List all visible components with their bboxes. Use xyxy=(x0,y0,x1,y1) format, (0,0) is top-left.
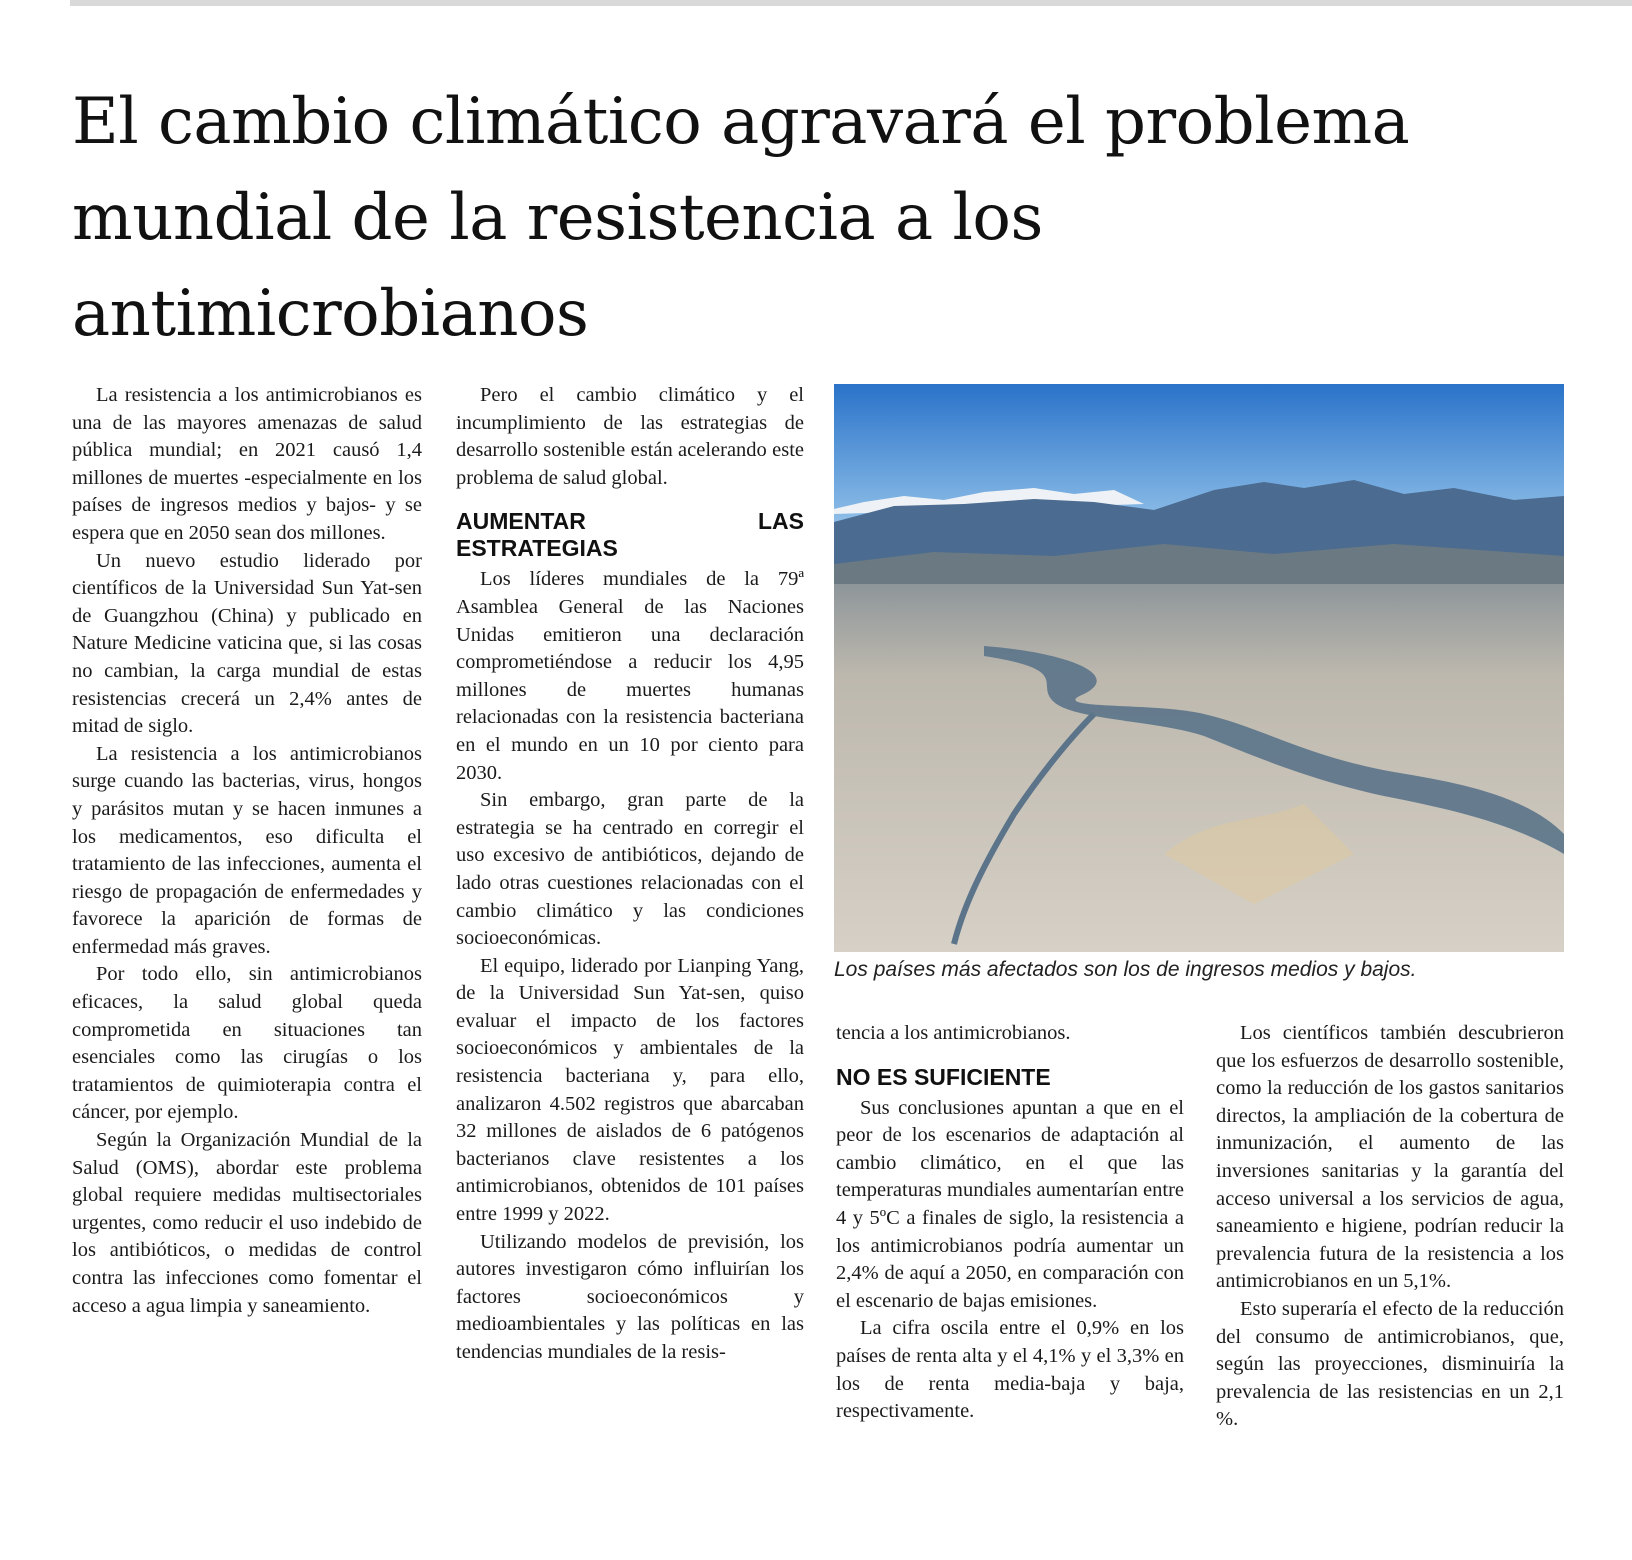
paragraph: La resistencia a los antimicrobianos surge cuando las bacterias, virus, hongos y parásitos mutan y se hacen inmunes a los medicamentos, eso dificulta el tratamiento de las infecciones, aumenta el riesgo de propagación de enfermedades y favorece la aparición de formas de enfermedad más graves. xyxy=(72,742,422,958)
paragraph: Pero el cambio climático y el incumplimiento de las estrategias de desarrollo sostenible están acelerando este problema de salud global. xyxy=(456,384,804,489)
paragraph: La resistencia a los antimicrobianos es una de las mayores amenazas de salud pública mundial; en 2021 causó 1,4 millones de muertes -especialmente en los países de ingresos medios y bajos- y se espera que en 2050 sean dos millones. xyxy=(72,384,422,544)
paragraph: Según la Organización Mundial de la Salud (OMS), abordar este problema global requiere medidas multisectoriales urgentes, como reducir el uso indebido de los antibióticos, o medidas de control contra las infecciones como fomentar el acceso a agua limpia y saneamiento. xyxy=(72,1129,422,1317)
paragraph: Un nuevo estudio liderado por científicos de la Universidad Sun Yat-sen de Guangzhou (China) y publicado en Nature Medicine vaticina que, si las cosas no cambian, la carga mundial de estas resistencias crecerá un 2,4% antes de mitad de siglo. xyxy=(72,549,422,738)
paragraph: Por todo ello, sin antimicrobianos eficaces, la salud global queda comprometida en situaciones tan esenciales como las cirugías o los tratamientos de quimioterapia contra el cáncer, por ejemplo. xyxy=(72,963,422,1124)
paragraph: La cifra oscila entre el 0,9% en los países de renta alta y el 4,1% y el 3,3% en los de renta media-baja y baja, respectivamente. xyxy=(836,1317,1184,1423)
column-2 xyxy=(456,382,804,1367)
paragraph: tencia a los antimicrobianos. xyxy=(836,1022,1071,1044)
subheading: AUMENTAR LAS ESTRATEGIAS xyxy=(456,508,804,562)
subheading: NO ES SUFICIENTE xyxy=(836,1063,1051,1090)
paragraph: Esto superaría el efecto de la reducción del consumo de antimicrobianos, que, según las proyecciones, disminuiría la prevalencia de las resistencias en un 2,1 %. xyxy=(1216,1297,1564,1431)
landscape-photo xyxy=(834,384,1564,952)
column-4 xyxy=(1216,1020,1564,1434)
top-rule xyxy=(70,0,1632,6)
column-3 xyxy=(836,1020,1184,1426)
paragraph: Los científicos también descubrieron que los esfuerzos de desarrollo sostenible, como la reducción de los gastos sanitarios directos, la ampliación de la cobertura de inmunización, el aumento de las inversiones sanitarias y la garantía del acceso universal a los servicios de agua, saneamiento e higiene, podrían reducir la prevalencia futura de la resistencia a los antimicrobianos en un 5,1%. xyxy=(1216,1022,1564,1293)
headline: El cambio climático agravará el problema mundial de la resistencia a los antimicrobianos xyxy=(72,85,1410,351)
paragraph: El equipo, liderado por Lianping Yang, de la Universidad Sun Yat-sen, quiso evaluar el impacto de los factores socioeconómicos y ambientales de la resistencia bacteriana y, para ello, analizaron 4.502 registros que abarcaban 32 millones de aislados de 6 patógenos bacterianos clave resistentes a los antimicrobianos, obtenidos de 101 países entre 1999 y 2022. xyxy=(456,954,804,1226)
paragraph: Los líderes mundiales de la 79ª Asamblea General de las Naciones Unidas emitieron una declaración comprometiéndose a reducir los 4,95 millones de muertes humanas relacionadas con la resistencia bacteriana en el mundo en un 10 por ciento para 2030. xyxy=(456,568,804,784)
photo-caption: Los países más afectados son los de ingresos medios y bajos. xyxy=(834,958,1417,981)
paragraph: Utilizando modelos de previsión, los autores investigaron cómo influirían los factores socioeconómicos y medioambientales y las políticas en las tendencias mundiales de la resis- xyxy=(456,1230,804,1363)
column-1 xyxy=(72,382,422,1320)
paragraph: Sus conclusiones apuntan a que en el peor de los escenarios de adaptación al cambio climático, en el que las temperaturas mundiales aumentarían entre 4 y 5ºC a finales de siglo, la resistencia a los antimicrobianos podría aumentar un 2,4% de aquí a 2050, en comparación con el escenario de bajas emisiones. xyxy=(836,1096,1184,1312)
riverbed xyxy=(834,584,1564,952)
paragraph: Sin embargo, gran parte de la estrategia se ha centrado en corregir el uso excesivo de antibióticos, dejando de lado otras cuestiones relacionadas con el cambio climático y las condiciones socioeconómicas. xyxy=(456,789,804,950)
riverbed-photo-illustration xyxy=(834,384,1564,952)
